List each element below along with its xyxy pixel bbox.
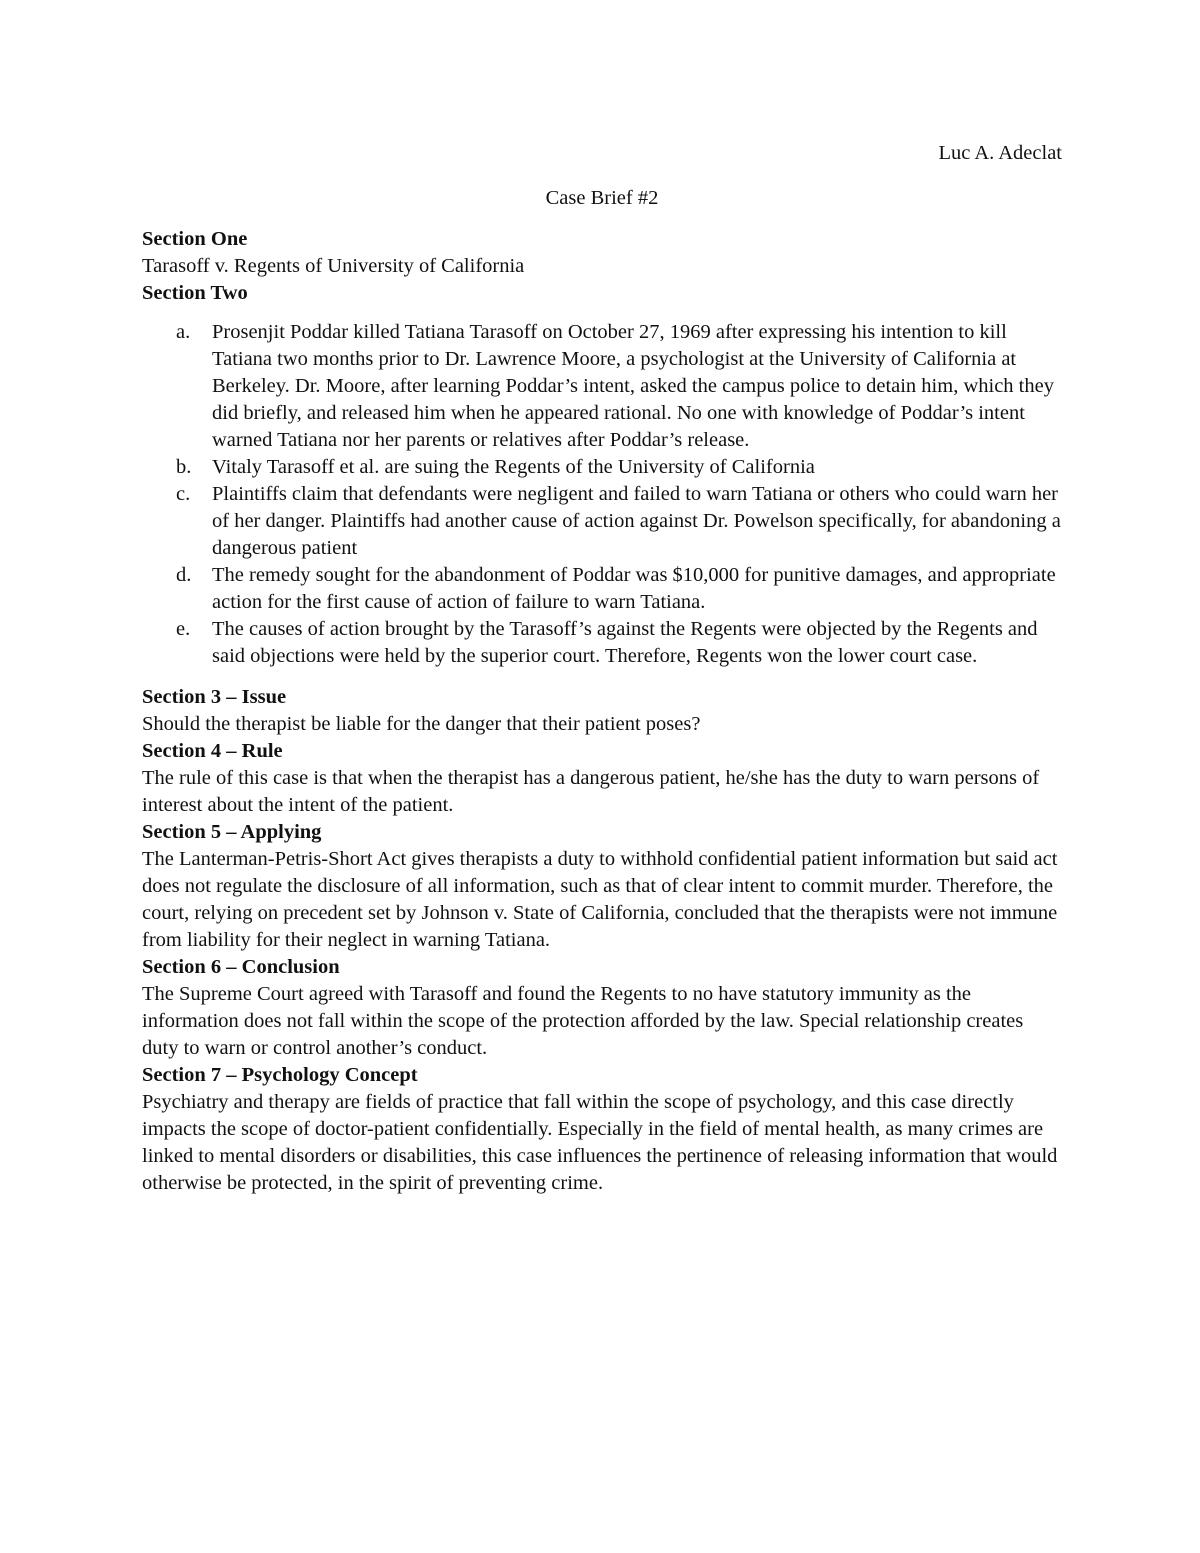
section-one-text: Tarasoff v. Regents of University of California	[142, 255, 525, 277]
document-page	[142, 140, 1062, 1197]
list-item	[142, 454, 1062, 481]
section-7-text: Psychiatry and therapy are fields of practice that fall within the scope of psychology, and this case directly impacts the scope of doctor-patient confidentially. Especially in the field of mental health, as many crimes are linked to mental disorders or disabilities, this case influences the pertinence of releasing information that would otherwise be protected, in the spirit of preventing crime.	[142, 1091, 1058, 1194]
list-marker: a.	[176, 321, 191, 343]
list-item-text: Plaintiffs claim that defendants were negligent and failed to warn Tatiana or others who could warn her of her danger. Plaintiffs had another cause of action against Dr. Powelson specifically, for abandoning a dangerous patient	[212, 483, 1061, 559]
section-one-heading: Section One	[142, 228, 248, 250]
list-marker: e.	[176, 618, 191, 640]
section-two-list	[142, 319, 1062, 670]
list-item-text: Prosenjit Poddar killed Tatiana Tarasoff on October 27, 1969 after expressing his intention to kill Tatiana two months prior to Dr. Lawrence Moore, a psychologist at the University of California at Berkeley. Dr. Moore, after learning Poddar’s intent, asked the campus police to detain him, which they did briefly, and released him when he appeared rational. No one with knowledge of Poddar’s intent warned Tatiana nor her parents or relatives after Poddar’s release.	[212, 321, 1054, 451]
list-item-text: Vitaly Tarasoff et al. are suing the Regents of the University of California	[212, 456, 815, 478]
section-7-heading: Section 7 – Psychology Concept	[142, 1064, 418, 1086]
section-6-text: The Supreme Court agreed with Tarasoff and found the Regents to no have statutory immunity as the information does not fall within the scope of the protection afforded by the law. Special relationship creates duty to warn or control another’s conduct.	[142, 983, 1024, 1059]
section-4-heading: Section 4 – Rule	[142, 740, 283, 762]
section-5-heading: Section 5 – Applying	[142, 821, 322, 843]
list-marker: c.	[176, 483, 191, 505]
list-item	[142, 481, 1062, 562]
section-4-text: The rule of this case is that when the therapist has a dangerous patient, he/she has the duty to warn persons of interest about the intent of the patient.	[142, 767, 1040, 816]
section-6-heading: Section 6 – Conclusion	[142, 956, 340, 978]
section-3-heading: Section 3 – Issue	[142, 686, 287, 708]
section-3-text: Should the therapist be liable for the danger that their patient poses?	[142, 713, 701, 735]
author-name: Luc A. Adeclat	[938, 142, 1062, 164]
document-title: Case Brief #2	[545, 187, 659, 209]
list-marker: d.	[176, 564, 192, 586]
section-5-text: The Lanterman-Petris-Short Act gives therapists a duty to withhold confidential patient information but said act does not regulate the disclosure of all information, such as that of clear intent to commit murder. Therefore, the court, relying on precedent set by Johnson v. State of California, concluded that the therapists were not immune from liability for their neglect in warning Tatiana.	[142, 848, 1058, 951]
list-item-text: The causes of action brought by the Tarasoff’s against the Regents were objected by the Regents and said objections were held by the superior court. Therefore, Regents won the lower court case.	[212, 618, 1038, 667]
list-marker: b.	[176, 456, 192, 478]
section-two-heading: Section Two	[142, 282, 248, 304]
list-item	[142, 319, 1062, 454]
list-item	[142, 616, 1062, 670]
list-item	[142, 562, 1062, 616]
list-item-text: The remedy sought for the abandonment of Poddar was $10,000 for punitive damages, and appropriate action for the first cause of action of failure to warn Tatiana.	[212, 564, 1056, 613]
